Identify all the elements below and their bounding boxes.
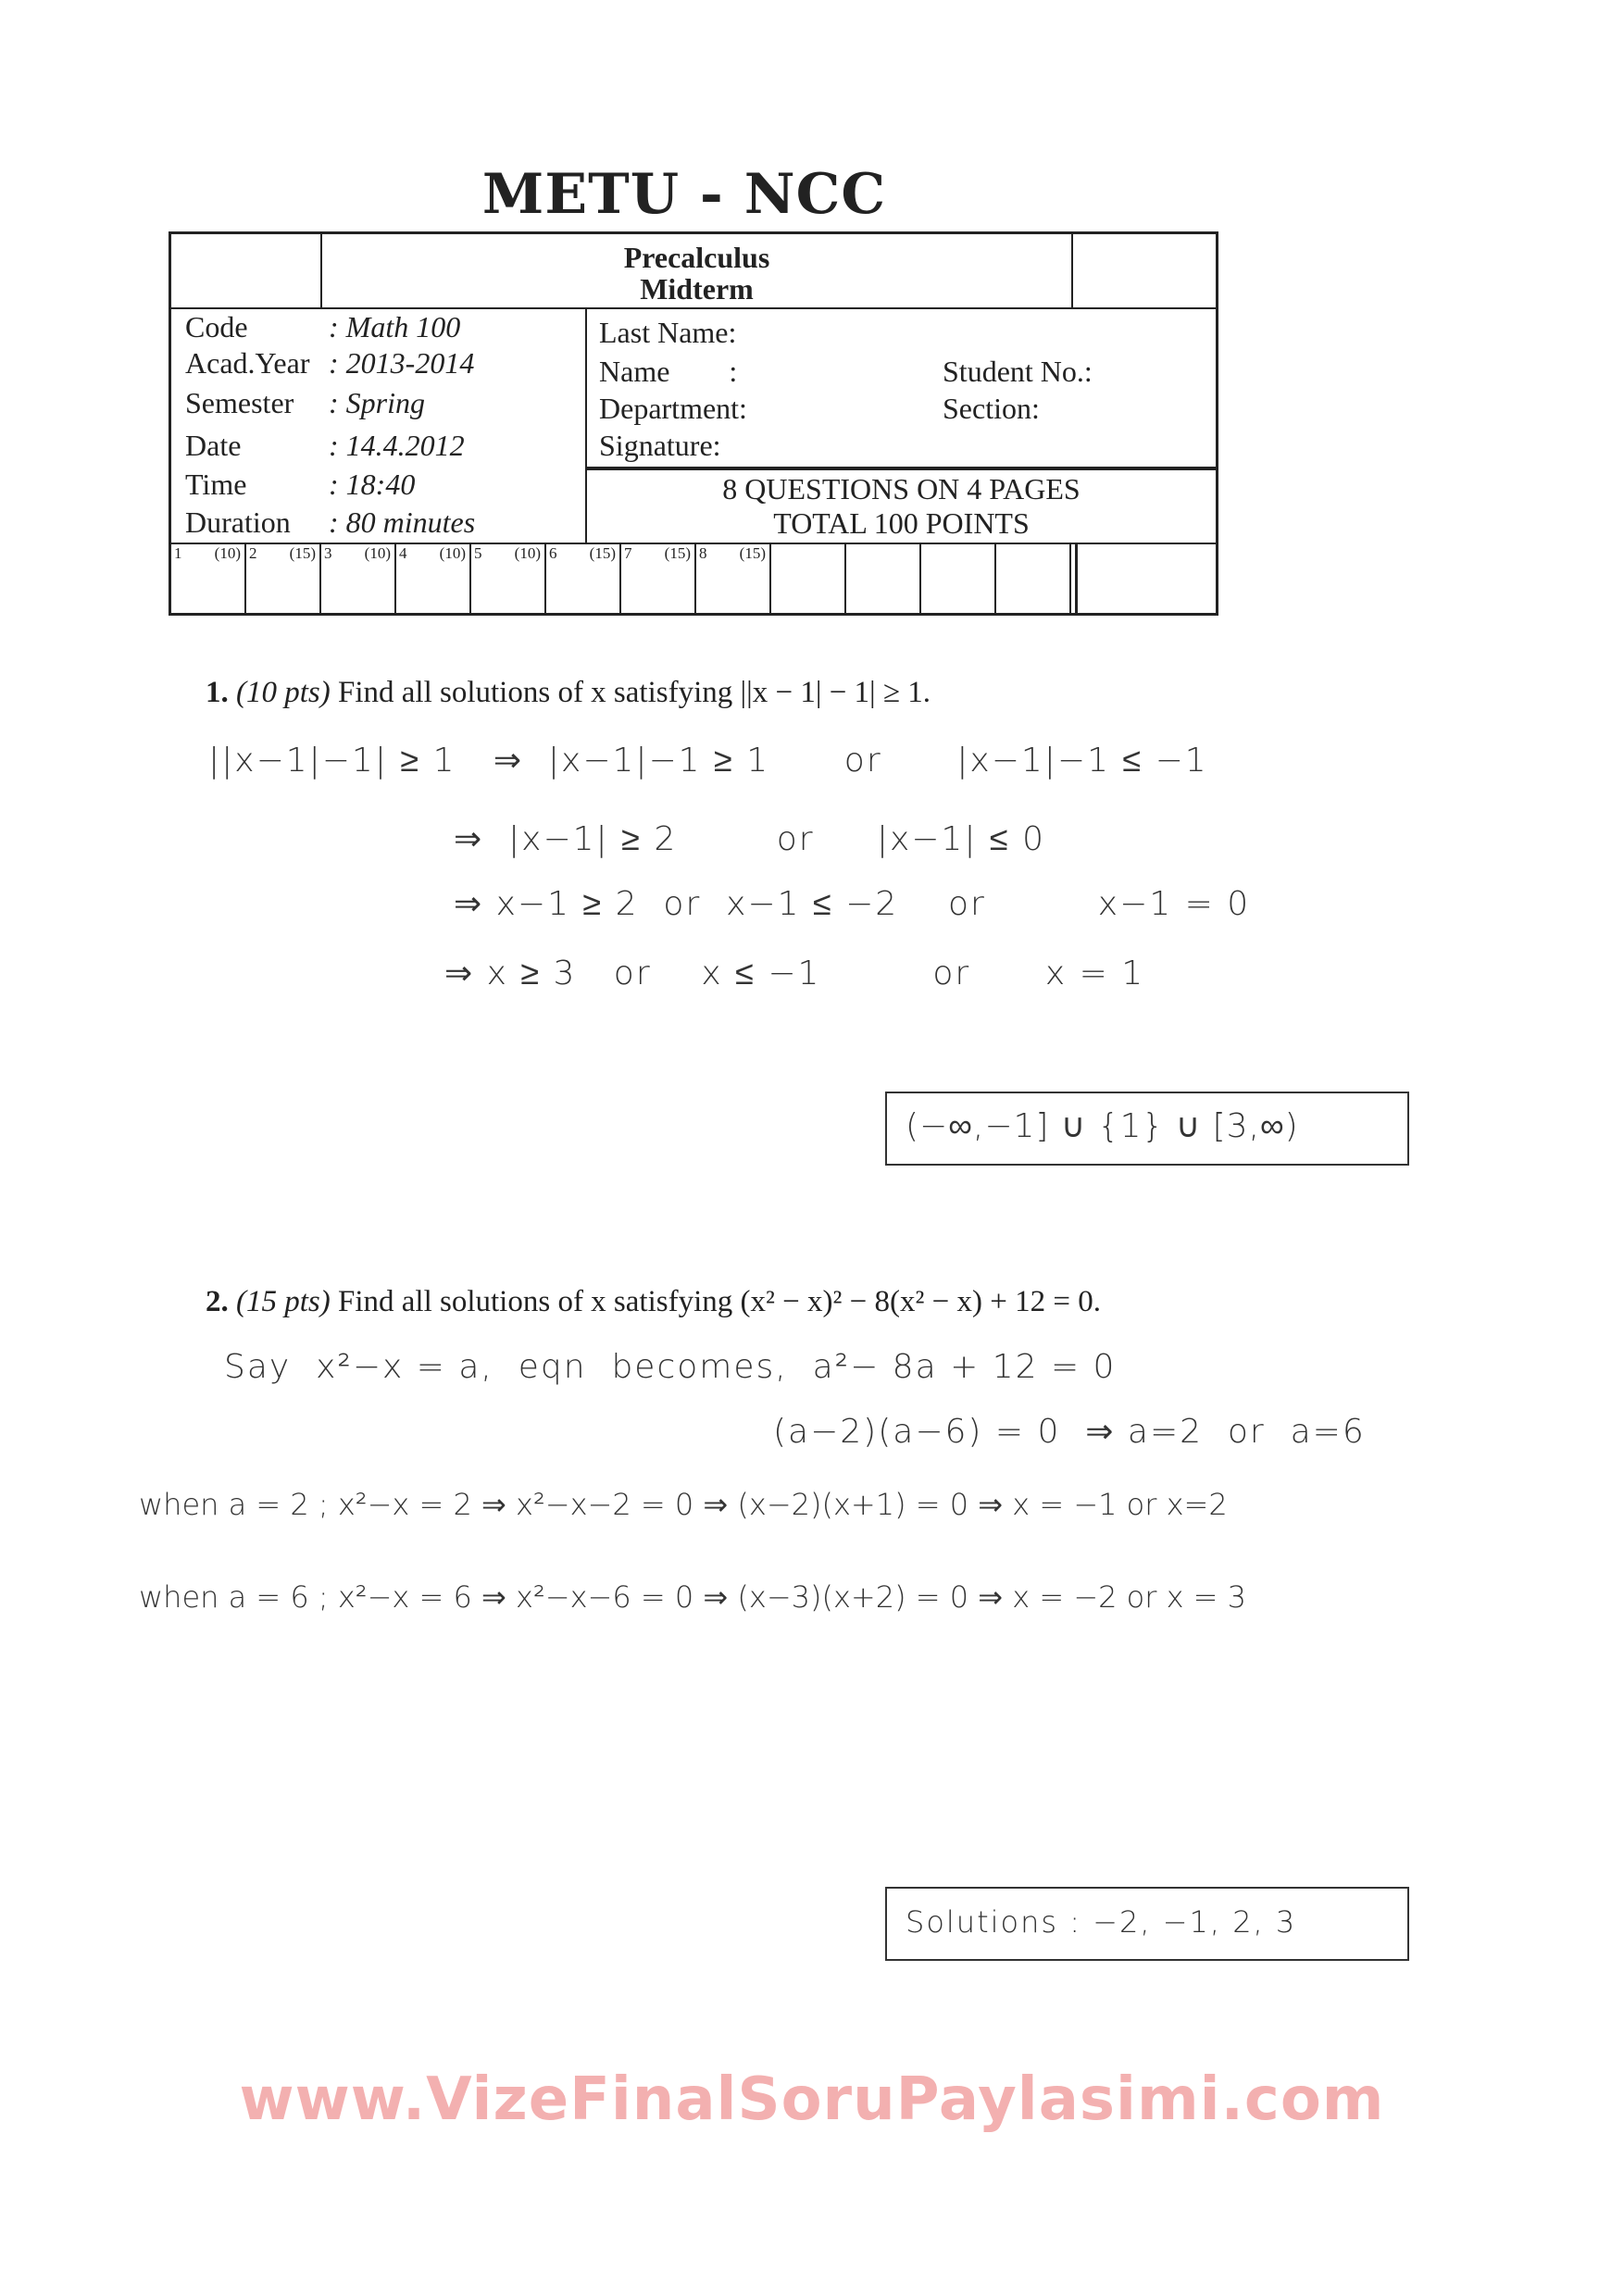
score-question-points: (15) [739, 544, 766, 562]
questions-count: 8 QUESTIONS ON 4 PAGES [722, 472, 1081, 505]
duration-label: Duration [185, 505, 291, 539]
score-cell [171, 544, 246, 613]
department-field[interactable]: Department: [599, 392, 747, 425]
score-question-number: 7 [624, 544, 632, 562]
score-question-points: (15) [664, 544, 691, 562]
name-field[interactable]: Name : [599, 355, 738, 388]
score-cell [471, 544, 546, 613]
answer-box-1 [885, 1092, 1409, 1166]
score-cell [771, 544, 846, 613]
question-number: 2. [206, 1285, 229, 1318]
divider [171, 307, 1216, 309]
institution-title: METU - NCC [481, 162, 887, 227]
score-question-number: 3 [324, 544, 332, 562]
score-question-number: 6 [549, 544, 557, 562]
score-cell [921, 544, 996, 613]
score-question-points: (15) [589, 544, 616, 562]
semester-value: : Spring [329, 386, 425, 419]
exam-header-table [169, 231, 1218, 616]
question-text: Find all solutions of x satisfying ||x − 1| − 1| ≥ 1. [338, 676, 931, 709]
question-2 [206, 1285, 1101, 1319]
score-question-number: 1 [174, 544, 182, 562]
code-label: Code [185, 310, 248, 343]
year-label: Acad.Year [185, 346, 310, 380]
course-title: Precalculus [623, 241, 770, 274]
student-no-field[interactable]: Student No.: [943, 355, 1093, 388]
watermark: www.VizeFinalSoruPaylasimi.com [239, 2065, 1385, 2134]
handwritten-work-line: ⇒ x−1 ≥ 2 or x−1 ≤ −2 or x−1 = 0 [454, 885, 1251, 923]
last-name-field[interactable]: Last Name: [599, 316, 737, 349]
date-label: Date [185, 429, 242, 462]
score-grid [171, 544, 1216, 613]
answer-2: Solutions : −2, −1, 2, 3 [906, 1904, 1297, 1940]
exam-type: Midterm [640, 272, 754, 306]
score-question-points: (10) [364, 544, 391, 562]
score-question-points: (10) [214, 544, 241, 562]
handwritten-work-line: when a = 2 ; x²−x = 2 ⇒ x²−x−2 = 0 ⇒ (x−2)(x+1) = 0 ⇒ x = −1 or x=2 [139, 1487, 1228, 1522]
divider [585, 467, 1216, 470]
date-value: : 14.4.2012 [329, 429, 465, 462]
score-cell [546, 544, 621, 613]
code-value: : Math 100 [329, 310, 461, 343]
time-label: Time [185, 468, 247, 501]
score-question-number: 4 [399, 544, 407, 562]
semester-label: Semester [185, 386, 294, 419]
total-points: TOTAL 100 POINTS [773, 506, 1030, 540]
question-1 [206, 676, 931, 710]
answer-1: (−∞,−1] ∪ {1} ∪ [3,∞) [906, 1107, 1299, 1145]
score-cell [696, 544, 771, 613]
handwritten-work-line: ||x−1|−1| ≥ 1 ⇒ |x−1|−1 ≥ 1 or |x−1|−1 ≤ −1 [208, 742, 1208, 780]
question-number: 1. [206, 676, 229, 709]
signature-field[interactable]: Signature: [599, 429, 721, 462]
score-question-points: (15) [289, 544, 316, 562]
handwritten-work-line: when a = 6 ; x²−x = 6 ⇒ x²−x−6 = 0 ⇒ (x−3)(x+2) = 0 ⇒ x = −2 or x = 3 [139, 1579, 1247, 1615]
score-cell [321, 544, 396, 613]
score-question-number: 2 [249, 544, 257, 562]
score-question-number: 8 [699, 544, 707, 562]
handwritten-work-line: ⇒ x ≥ 3 or x ≤ −1 or x = 1 [444, 955, 1145, 992]
duration-value: : 80 minutes [329, 505, 476, 539]
question-points: (10 pts) [236, 676, 331, 709]
question-points: (15 pts) [236, 1285, 331, 1318]
answer-box-2 [885, 1887, 1409, 1961]
handwritten-work-line: Say x²−x = a, eqn becomes, a²− 8a + 12 = 0 [224, 1348, 1117, 1386]
question-text: Find all solutions of x satisfying (x² − x)² − 8(x² − x) + 12 = 0. [338, 1285, 1101, 1318]
score-question-number: 5 [474, 544, 482, 562]
score-question-points: (10) [514, 544, 541, 562]
time-value: : 18:40 [329, 468, 416, 501]
score-cell [621, 544, 696, 613]
total-score-cell [1075, 544, 1078, 613]
score-cell [396, 544, 471, 613]
handwritten-work-line: (a−2)(a−6) = 0 ⇒ a=2 or a=6 [773, 1413, 1366, 1451]
score-cell [246, 544, 321, 613]
score-cell [996, 544, 1071, 613]
score-cell [846, 544, 921, 613]
section-field[interactable]: Section: [943, 392, 1040, 425]
handwritten-work-line: ⇒ |x−1| ≥ 2 or |x−1| ≤ 0 [454, 820, 1045, 858]
year-value: : 2013-2014 [329, 346, 475, 380]
score-question-points: (10) [439, 544, 466, 562]
